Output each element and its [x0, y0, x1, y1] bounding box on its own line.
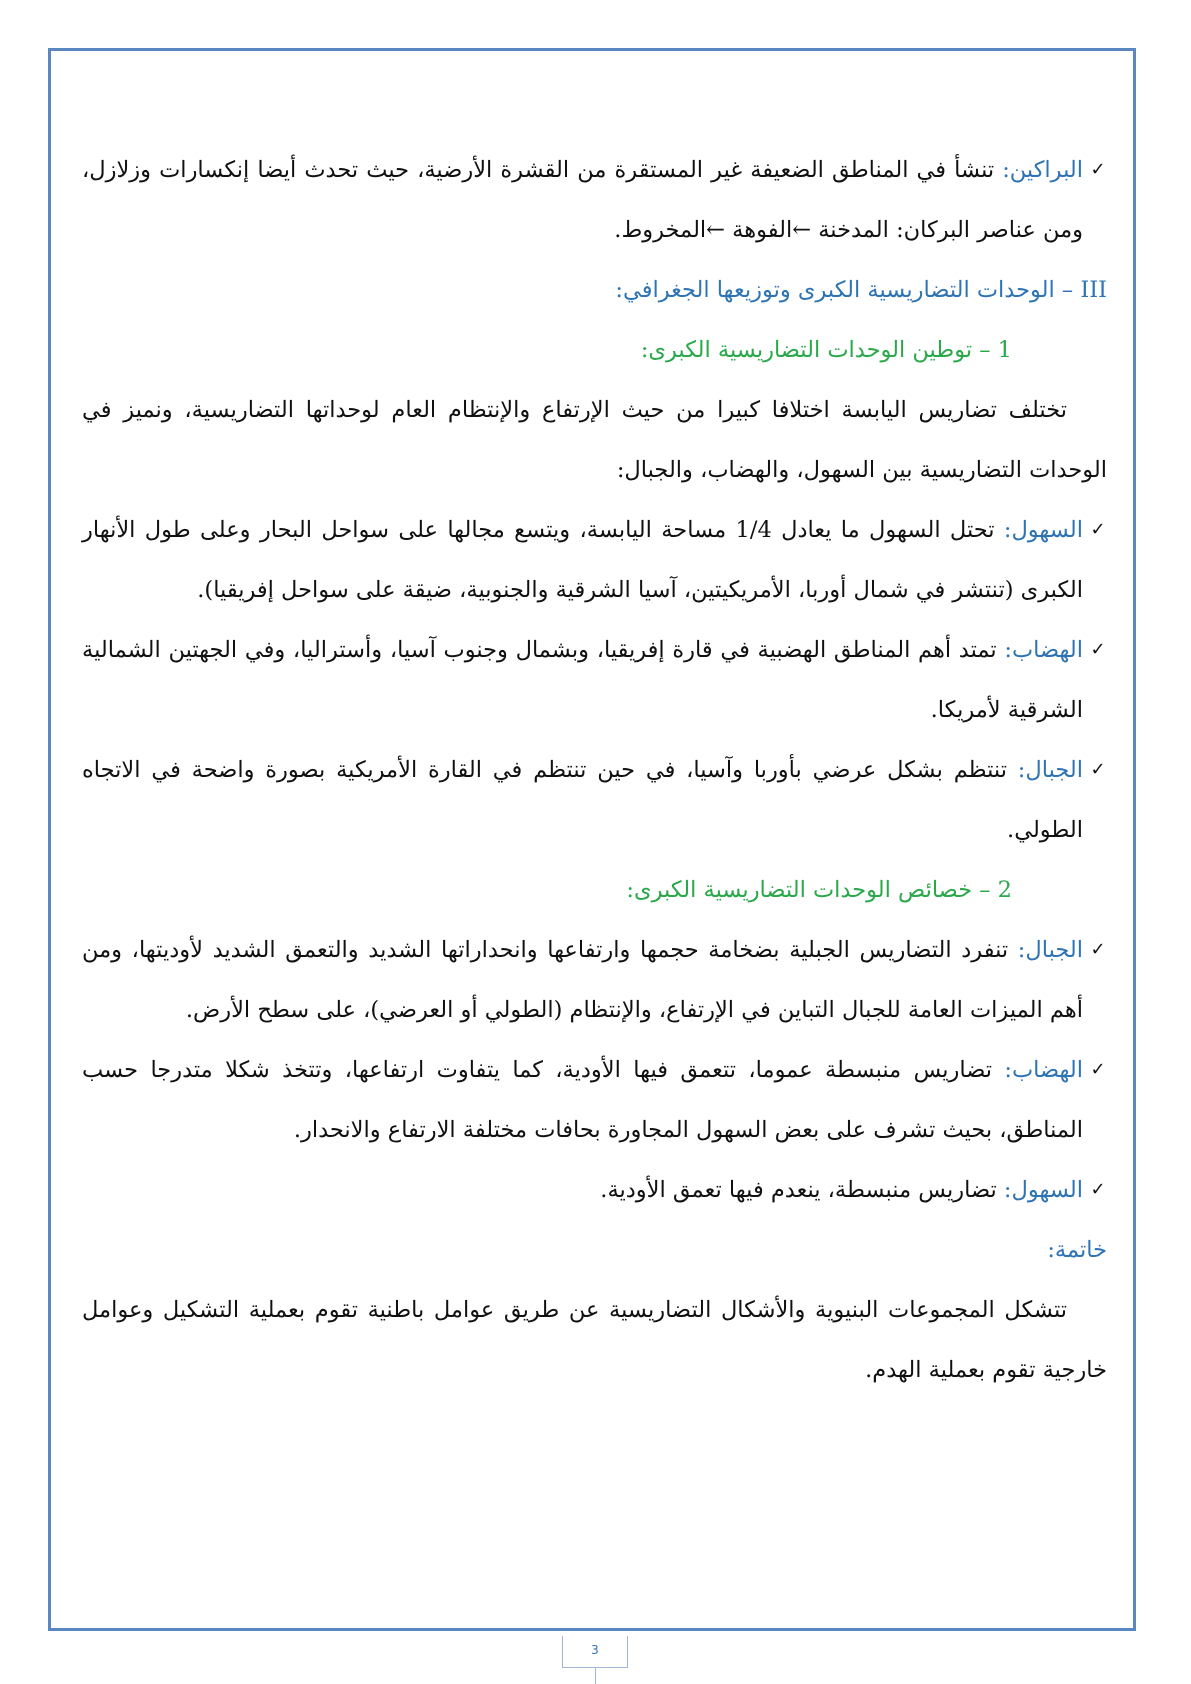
text-plateaus-features: تضاريس منبسطة عموما، تتعمق فيها الأودية، كما يتفاوت ارتفاعها، وتتخذ شكلا متدرجا حسب المناطق، بحيث تشرف على بعض السهول المجاورة بحافات مختلفة الارتفاع والانحدار. [82, 1057, 1083, 1143]
conclusion-heading: خاتمة: [1047, 1237, 1107, 1263]
term-mountains: الجبال: [1017, 757, 1083, 783]
bullet-plains-location [82, 500, 1107, 620]
check-mark-icon: ✓ [1090, 639, 1106, 660]
term-mountains: الجبال: [1017, 937, 1083, 963]
bullet-plateaus-location [82, 620, 1107, 740]
term-plateaus: الهضاب: [1004, 637, 1083, 663]
page-number-stem [595, 1668, 596, 1684]
check-mark-icon: ✓ [1090, 939, 1106, 960]
text-plateaus-location: تمتد أهم المناطق الهضبية في قارة إفريقيا، وبشمال وجنوب آسيا، وأستراليا، وفي الجهتين الشمالية الشرقية لأمريكا. [82, 637, 1083, 723]
text-mountains-location: تنتظم بشكل عرضي بأوربا وآسيا، في حين تنتظم في القارة الأمريكية بصورة واضحة في الاتجاه الطولي. [82, 757, 1083, 843]
term-volcanoes: البراكين: [1002, 157, 1083, 183]
text-plains-features: تضاريس منبسطة، ينعدم فيها تعمق الأودية. [600, 1177, 1004, 1203]
text-volcanoes: تنشأ في المناطق الضعيفة غير المستقرة من القشرة الأرضية، حيث تحدث أيضا إنكسارات وزلازل، ومن عناصر البركان: المدخنة ←الفوهة ←المخروط. [82, 157, 1083, 243]
term-plains: السهول: [1003, 517, 1083, 543]
check-mark-icon: ✓ [1090, 1059, 1106, 1080]
bullet-volcanoes [82, 140, 1107, 260]
term-plains: السهول: [1003, 1177, 1083, 1203]
section-3-1-heading: 1 – توطين الوحدات التضاريسية الكبرى: [640, 337, 1012, 363]
bullet-mountains-location [82, 740, 1107, 860]
page-number: 3 [562, 1636, 628, 1668]
bullet-plains-features [82, 1160, 1107, 1220]
section-3-2-heading: 2 – خصائص الوحدات التضاريسية الكبرى: [626, 877, 1012, 903]
check-mark-icon: ✓ [1090, 159, 1106, 180]
text-plains-location: تحتل السهول ما يعادل 1/4 مساحة اليابسة، ويتسع مجالها على سواحل البحار وعلى طول الأنهار الكبرى (تنتشر في شمال أوربا، الأمريكيتين، آسيا الشرقية والجنوبية، ضيقة على سواحل إفريقيا). [82, 517, 1083, 603]
term-plateaus: الهضاب: [1004, 1057, 1083, 1083]
bullet-mountains-features [82, 920, 1107, 1040]
section-3-1-intro: تختلف تضاريس اليابسة اختلافا كبيرا من حيث الإرتفاع والإنتظام العام لوحداتها التضاريسية، ونميز في الوحدات التضاريسية بين السهول، والهضاب، والجبال: [82, 397, 1107, 483]
section-3-heading: III – الوحدات التضاريسية الكبرى وتوزيعها الجغرافي: [615, 277, 1107, 303]
bullet-plateaus-features [82, 1040, 1107, 1160]
check-mark-icon: ✓ [1090, 1179, 1106, 1200]
page-content [82, 140, 1107, 1400]
check-mark-icon: ✓ [1090, 519, 1106, 540]
text-mountains-features: تنفرد التضاريس الجبلية بضخامة حجمها وارتفاعها وانحداراتها الشديد والتعمق الشديد لأوديتها، ومن أهم الميزات العامة للجبال التباين في الإرتفاع، والإنتظام (الطولي أو العرضي)، على سطح الأرض. [82, 937, 1083, 1023]
check-mark-icon: ✓ [1090, 759, 1106, 780]
conclusion-text: تتشكل المجموعات البنيوية والأشكال التضاريسية عن طريق عوامل باطنية تقوم بعملية التشكيل وعوامل خارجية تقوم بعملية الهدم. [82, 1297, 1107, 1383]
